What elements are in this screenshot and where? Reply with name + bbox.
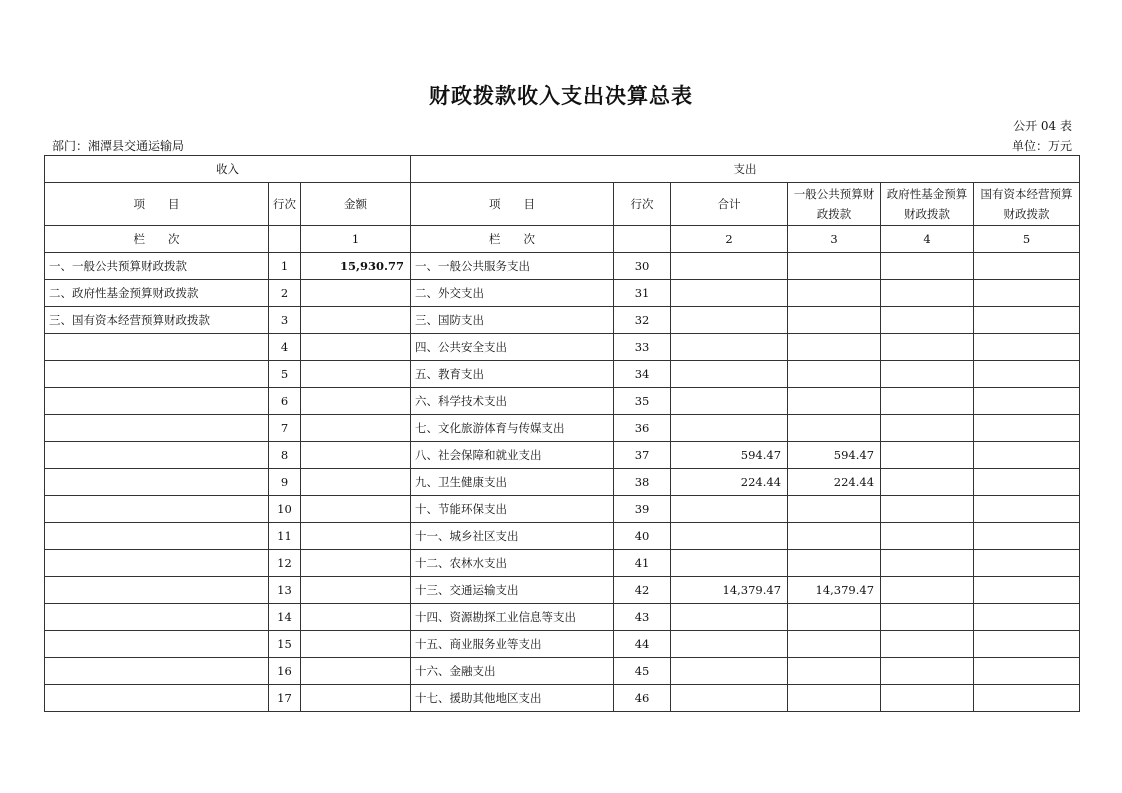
income-line-header: 行次 [269, 183, 301, 226]
income-item-cell [45, 685, 269, 712]
gov-fund-cell [881, 631, 974, 658]
gov-fund-cell [881, 361, 974, 388]
income-line-cell: 3 [269, 307, 301, 334]
total-cell: 594.47 [671, 442, 788, 469]
total-cell [671, 685, 788, 712]
header-row-section [45, 156, 1080, 183]
general-budget-cell [788, 685, 881, 712]
income-item-cell: 三、国有资本经营预算财政拨款 [45, 307, 269, 334]
expense-line-cell: 37 [614, 442, 671, 469]
income-line-cell: 10 [269, 496, 301, 523]
income-item-cell [45, 550, 269, 577]
gov-fund-cell [881, 442, 974, 469]
income-item-cell [45, 496, 269, 523]
unit-label: 单位：万元 [1011, 139, 1072, 153]
gov-fund-cell [881, 253, 974, 280]
income-amount-cell [301, 469, 411, 496]
income-item-cell [45, 388, 269, 415]
state-capital-cell [974, 415, 1080, 442]
expense-line-cell: 33 [614, 334, 671, 361]
income-item-cell [45, 442, 269, 469]
table-row [45, 550, 1080, 577]
expense-item-cell: 十一、城乡社区支出 [411, 523, 614, 550]
expense-item-cell: 五、教育支出 [411, 361, 614, 388]
expense-lanci-blank [614, 226, 671, 253]
general-budget-cell [788, 388, 881, 415]
state-capital-cell [974, 469, 1080, 496]
col-index-4: 4 [881, 226, 974, 253]
expense-line-cell: 32 [614, 307, 671, 334]
table-row [45, 415, 1080, 442]
state-capital-cell [974, 253, 1080, 280]
expense-item-cell: 十三、交通运输支出 [411, 577, 614, 604]
budget-table [44, 155, 1080, 712]
general-budget-cell [788, 550, 881, 577]
total-header: 合计 [671, 183, 788, 226]
general-budget-cell [788, 631, 881, 658]
state-capital-cell [974, 361, 1080, 388]
expense-line-cell: 34 [614, 361, 671, 388]
income-amount-cell [301, 550, 411, 577]
table-row [45, 496, 1080, 523]
state-capital-cell [974, 523, 1080, 550]
income-line-cell: 11 [269, 523, 301, 550]
income-line-cell: 1 [269, 253, 301, 280]
income-item-cell [45, 361, 269, 388]
expense-item-cell: 十四、资源勘探工业信息等支出 [411, 604, 614, 631]
col-index-1: 1 [301, 226, 411, 253]
income-line-cell: 8 [269, 442, 301, 469]
table-row [45, 253, 1080, 280]
col-index-3: 3 [788, 226, 881, 253]
expense-lanci-label: 栏 次 [411, 226, 614, 253]
gov-fund-cell [881, 550, 974, 577]
income-item-cell [45, 631, 269, 658]
table-row [45, 604, 1080, 631]
state-capital-cell [974, 280, 1080, 307]
income-item-cell [45, 523, 269, 550]
expense-line-cell: 36 [614, 415, 671, 442]
expense-line-cell: 42 [614, 577, 671, 604]
expense-item-cell: 十七、援助其他地区支出 [411, 685, 614, 712]
general-budget-cell [788, 253, 881, 280]
general-budget-cell [788, 307, 881, 334]
income-line-cell: 12 [269, 550, 301, 577]
expense-line-cell: 30 [614, 253, 671, 280]
state-capital-cell [974, 631, 1080, 658]
state-capital-cell [974, 550, 1080, 577]
income-line-cell: 16 [269, 658, 301, 685]
income-amount-cell [301, 442, 411, 469]
income-lanci-label: 栏 次 [45, 226, 269, 253]
total-cell [671, 307, 788, 334]
income-item-header: 项 目 [45, 183, 269, 226]
expense-line-cell: 41 [614, 550, 671, 577]
total-cell [671, 550, 788, 577]
gov-fund-cell [881, 577, 974, 604]
table-row [45, 685, 1080, 712]
income-amount-cell [301, 280, 411, 307]
total-cell [671, 496, 788, 523]
state-capital-cell [974, 388, 1080, 415]
income-item-cell: 二、政府性基金预算财政拨款 [45, 280, 269, 307]
income-amount-header: 金额 [301, 183, 411, 226]
table-row [45, 631, 1080, 658]
state-capital-cell [974, 604, 1080, 631]
expense-item-cell: 十五、商业服务业等支出 [411, 631, 614, 658]
expense-line-cell: 43 [614, 604, 671, 631]
total-cell: 224.44 [671, 469, 788, 496]
table-row [45, 307, 1080, 334]
income-line-cell: 5 [269, 361, 301, 388]
income-line-cell: 9 [269, 469, 301, 496]
general-budget-cell: 224.44 [788, 469, 881, 496]
table-row [45, 658, 1080, 685]
expense-item-cell: 十二、农林水支出 [411, 550, 614, 577]
gov-fund-cell [881, 496, 974, 523]
expense-line-cell: 46 [614, 685, 671, 712]
income-item-cell [45, 334, 269, 361]
state-capital-cell [974, 658, 1080, 685]
gov-fund-cell [881, 388, 974, 415]
expense-item-cell: 七、文化旅游体育与传媒支出 [411, 415, 614, 442]
income-amount-cell [301, 658, 411, 685]
total-cell [671, 523, 788, 550]
total-cell [671, 253, 788, 280]
income-amount-cell [301, 631, 411, 658]
gov-fund-cell [881, 280, 974, 307]
income-amount-cell [301, 685, 411, 712]
table-row [45, 577, 1080, 604]
income-line-cell: 13 [269, 577, 301, 604]
gov-fund-cell [881, 658, 974, 685]
col-index-5: 5 [974, 226, 1080, 253]
total-cell [671, 334, 788, 361]
page-title: 财政拨款收入支出决算总表 [429, 83, 693, 108]
col-index-2: 2 [671, 226, 788, 253]
income-amount-cell [301, 496, 411, 523]
income-item-cell: 一、一般公共预算财政拨款 [45, 253, 269, 280]
income-item-cell [45, 658, 269, 685]
table-row [45, 523, 1080, 550]
expense-line-cell: 35 [614, 388, 671, 415]
income-item-cell [45, 577, 269, 604]
income-amount-cell: 15,930.77 [301, 253, 411, 280]
income-line-cell: 2 [269, 280, 301, 307]
expense-line-cell: 38 [614, 469, 671, 496]
income-amount-cell [301, 361, 411, 388]
total-cell [671, 388, 788, 415]
total-cell [671, 604, 788, 631]
income-amount-cell [301, 307, 411, 334]
expense-line-header: 行次 [614, 183, 671, 226]
income-amount-cell [301, 388, 411, 415]
gov-fund-cell [881, 523, 974, 550]
expense-item-cell: 一、一般公共服务支出 [411, 253, 614, 280]
table-row [45, 361, 1080, 388]
expense-line-cell: 40 [614, 523, 671, 550]
table-row [45, 334, 1080, 361]
income-line-cell: 17 [269, 685, 301, 712]
general-budget-cell [788, 280, 881, 307]
state-capital-cell [974, 577, 1080, 604]
income-amount-cell [301, 604, 411, 631]
income-amount-cell [301, 334, 411, 361]
general-budget-cell [788, 496, 881, 523]
gov-fund-header: 政府性基金预算财政拨款 [881, 183, 974, 226]
general-budget-cell [788, 415, 881, 442]
expense-item-cell: 十、节能环保支出 [411, 496, 614, 523]
expense-item-cell: 八、社会保障和就业支出 [411, 442, 614, 469]
gov-fund-cell [881, 604, 974, 631]
income-amount-cell [301, 415, 411, 442]
table-row [45, 388, 1080, 415]
total-cell: 14,379.47 [671, 577, 788, 604]
total-cell [671, 631, 788, 658]
expense-line-cell: 39 [614, 496, 671, 523]
table-row [45, 469, 1080, 496]
general-budget-cell: 594.47 [788, 442, 881, 469]
expense-item-cell: 十六、金融支出 [411, 658, 614, 685]
income-item-cell [45, 469, 269, 496]
state-capital-cell [974, 442, 1080, 469]
income-header: 收入 [45, 156, 411, 183]
general-budget-header: 一般公共预算财政拨款 [788, 183, 881, 226]
expense-item-cell: 三、国防支出 [411, 307, 614, 334]
expense-item-cell: 四、公共安全支出 [411, 334, 614, 361]
expense-item-header: 项 目 [411, 183, 614, 226]
table-row [45, 442, 1080, 469]
gov-fund-cell [881, 307, 974, 334]
income-item-cell [45, 415, 269, 442]
state-capital-cell [974, 334, 1080, 361]
general-budget-cell [788, 361, 881, 388]
expense-item-cell: 九、卫生健康支出 [411, 469, 614, 496]
header-row-column-index [45, 226, 1080, 253]
expense-item-cell: 二、外交支出 [411, 280, 614, 307]
general-budget-cell [788, 604, 881, 631]
gov-fund-cell [881, 334, 974, 361]
state-capital-cell [974, 685, 1080, 712]
total-cell [671, 415, 788, 442]
income-line-cell: 7 [269, 415, 301, 442]
income-line-cell: 15 [269, 631, 301, 658]
gov-fund-cell [881, 469, 974, 496]
gov-fund-cell [881, 415, 974, 442]
expense-item-cell: 六、科学技术支出 [411, 388, 614, 415]
expense-line-cell: 31 [614, 280, 671, 307]
department-label: 部门：湘潭县交通运输局 [52, 139, 185, 153]
state-capital-cell [974, 307, 1080, 334]
general-budget-cell [788, 658, 881, 685]
state-capital-cell [974, 496, 1080, 523]
income-amount-cell [301, 577, 411, 604]
income-item-cell [45, 604, 269, 631]
general-budget-cell [788, 523, 881, 550]
header-row-columns [45, 183, 1080, 226]
income-amount-cell [301, 523, 411, 550]
total-cell [671, 280, 788, 307]
income-line-cell: 6 [269, 388, 301, 415]
expense-header: 支出 [411, 156, 1080, 183]
income-line-cell: 14 [269, 604, 301, 631]
total-cell [671, 658, 788, 685]
general-budget-cell: 14,379.47 [788, 577, 881, 604]
gov-fund-cell [881, 685, 974, 712]
expense-line-cell: 45 [614, 658, 671, 685]
table-row [45, 280, 1080, 307]
income-lanci-blank [269, 226, 301, 253]
state-capital-header: 国有资本经营预算财政拨款 [974, 183, 1080, 226]
form-number: 公开 04 表 [1013, 119, 1072, 133]
expense-line-cell: 44 [614, 631, 671, 658]
total-cell [671, 361, 788, 388]
income-line-cell: 4 [269, 334, 301, 361]
general-budget-cell [788, 334, 881, 361]
